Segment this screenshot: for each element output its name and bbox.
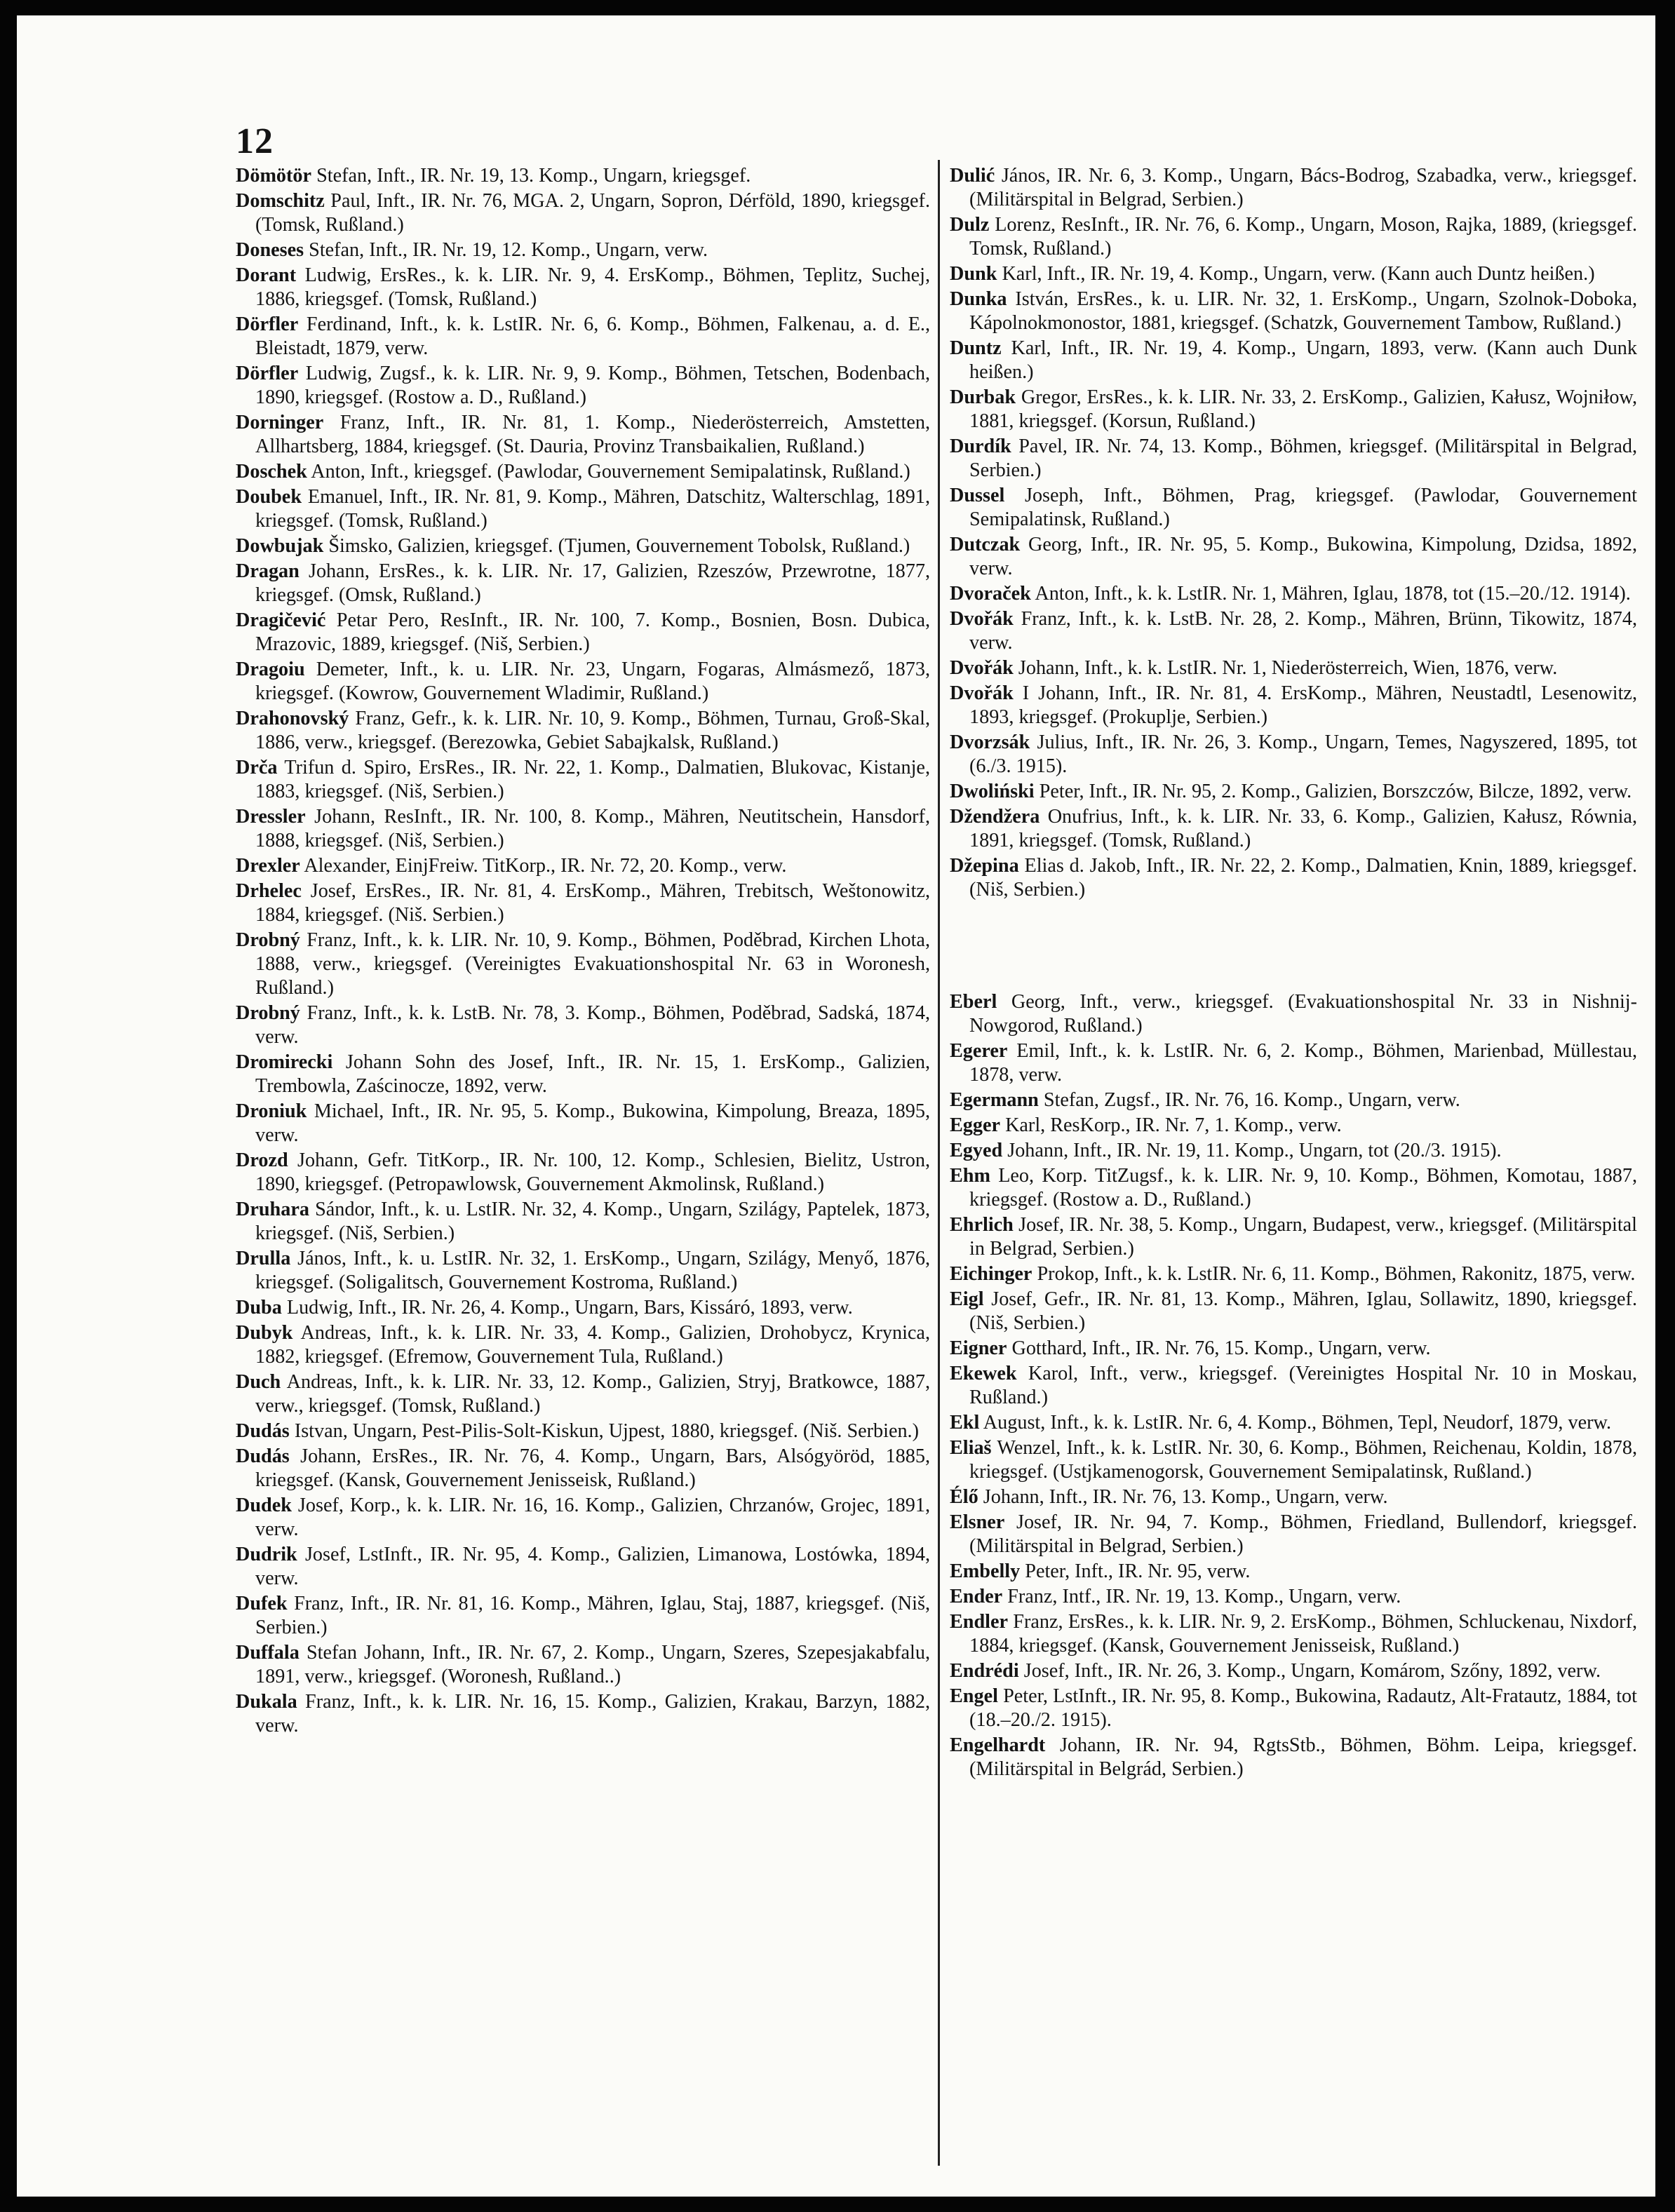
list-entry bbox=[950, 682, 1637, 729]
list-entry bbox=[950, 1288, 1637, 1335]
entry-details: Georg, Inft., verw., kriegsgef. (Evakuationshospital Nr. 33 in Nishnij-Nowgorod, Rußland.) bbox=[969, 991, 1637, 1037]
right-column bbox=[950, 164, 1637, 1783]
list-entry bbox=[950, 386, 1637, 433]
list-entry bbox=[950, 1213, 1637, 1261]
entry-details: Demeter, Inft., k. u. LIR. Nr. 23, Ungarn, Fogaras, Almásmező, 1873, kriegsgef. (Kowrow, Gouvernement Wladimir, Rußland.) bbox=[255, 659, 930, 704]
entry-surname: Dudás bbox=[236, 1420, 290, 1442]
list-entry bbox=[236, 1247, 930, 1295]
list-entry bbox=[950, 1164, 1637, 1212]
entry-surname: Doschek bbox=[236, 461, 307, 483]
entry-details: Šimsko, Galizien, kriegsgef. (Tjumen, Gouvernement Tobolsk, Rußland.) bbox=[323, 535, 910, 557]
entry-details: Peter, Inft., IR. Nr. 95, 2. Komp., Galizien, Borszczów, Bilcze, 1892, verw. bbox=[1034, 781, 1632, 802]
entry-surname: Drhelec bbox=[236, 880, 302, 902]
list-entry bbox=[236, 1592, 930, 1640]
entry-surname: Egger bbox=[950, 1114, 1001, 1136]
list-entry bbox=[236, 658, 930, 706]
entry-surname: Dragoiu bbox=[236, 659, 305, 680]
list-entry bbox=[236, 1641, 930, 1689]
entry-details: János, IR. Nr. 6, 3. Komp., Ungarn, Bács-Bodrog, Szabadka, verw., kriegsgef. (Militärspital in Belgrad, Serbien.) bbox=[969, 165, 1637, 210]
entry-details: Ludwig, ErsRes., k. k. LIR. Nr. 9, 4. ErsKomp., Böhmen, Teplitz, Suchej, 1886, kriegsgef. (Tomsk, Rußland.) bbox=[255, 264, 930, 310]
list-entry bbox=[950, 213, 1637, 261]
entry-surname: Druhara bbox=[236, 1199, 309, 1220]
entry-surname: Drobný bbox=[236, 1002, 300, 1024]
list-entry bbox=[950, 1039, 1637, 1087]
left-column bbox=[236, 164, 930, 1739]
entry-surname: Dressler bbox=[236, 806, 306, 828]
column-divider bbox=[938, 160, 940, 2166]
entry-surname: Dömötör bbox=[236, 165, 312, 187]
entry-surname: Elsner bbox=[950, 1511, 1005, 1533]
entry-surname: Endler bbox=[950, 1611, 1009, 1633]
entry-details: I Johann, Inft., IR. Nr. 81, 4. ErsKomp., Mähren, Neustadtl, Lesenowitz, 1893, kriegsgef. (Prokuplje, Serbien.) bbox=[969, 682, 1637, 728]
entry-surname: Dussel bbox=[950, 485, 1005, 506]
entry-details: Josef, ErsRes., IR. Nr. 81, 4. ErsKomp., Mähren, Trebitsch, Weštonowitz, 1884, kriegsgef. (Niš. Serbien.) bbox=[255, 880, 930, 926]
entry-surname: Ekl bbox=[950, 1412, 980, 1434]
entry-surname: Dwoliński bbox=[950, 781, 1035, 802]
entry-details: Prokop, Inft., k. k. LstIR. Nr. 6, 11. Komp., Böhmen, Rakonitz, 1875, verw. bbox=[1032, 1263, 1636, 1285]
list-entry bbox=[236, 1494, 930, 1542]
entry-surname: Drexler bbox=[236, 855, 300, 877]
list-entry bbox=[950, 337, 1637, 384]
entry-surname: Eichinger bbox=[950, 1263, 1032, 1285]
entry-details: Elias d. Jakob, Inft., IR. Nr. 22, 2. Komp., Dalmatien, Knin, 1889, kriegsgef. (Niš, Serbien.) bbox=[969, 855, 1637, 901]
list-entry bbox=[236, 534, 930, 558]
list-entry bbox=[950, 1337, 1637, 1361]
list-entry bbox=[236, 460, 930, 484]
entry-surname: Embelly bbox=[950, 1560, 1021, 1582]
entry-details: Johann, ErsRes., IR. Nr. 76, 4. Komp., Ungarn, Bars, Alsógyöröd, 1885, kriegsgef. (Kansk, Gouvernement Jenisseisk, Rußland.) bbox=[255, 1445, 930, 1491]
list-entry bbox=[236, 1690, 930, 1738]
entry-details: Franz, Inft., IR. Nr. 81, 16. Komp., Mähren, Iglau, Staj, 1887, kriegsgef. (Niš, Serbien.) bbox=[255, 1593, 930, 1638]
entry-details: Andreas, Inft., k. k. LIR. Nr. 33, 4. Komp., Galizien, Drohobycz, Krynica, 1882, kriegsgef. (Efremow, Gouvernement Tula, Rußland.) bbox=[255, 1322, 930, 1368]
entry-details: Anton, Inft., k. k. LstIR. Nr. 1, Mähren, Iglau, 1878, tot (15.–20./12. 1914). bbox=[1030, 583, 1631, 605]
list-entry bbox=[950, 1659, 1637, 1683]
entry-details: István, ErsRes., k. u. LIR. Nr. 32, 1. ErsKomp., Ungarn, Szolnok-Doboka, Kápolnokmonostor, 1881, kriegsgef. (Schatzk, Gouvernement Tambow, Rußland.) bbox=[969, 288, 1637, 334]
entry-surname: Egerer bbox=[950, 1040, 1008, 1062]
entry-surname: Dorant bbox=[236, 264, 297, 286]
list-entry bbox=[236, 560, 930, 607]
entry-details: Stefan, Inft., IR. Nr. 19, 12. Komp., Ungarn, verw. bbox=[304, 239, 708, 261]
list-entry bbox=[950, 607, 1637, 655]
entry-details: Gotthard, Inft., IR. Nr. 76, 15. Komp., Ungarn, verw. bbox=[1007, 1337, 1431, 1359]
entry-surname: Dulz bbox=[950, 214, 990, 236]
entry-details: Petar Pero, ResInft., IR. Nr. 100, 7. Komp., Bosnien, Bosn. Dubica, Mrazovic, 1889, kriegsgef. (Niš, Serbien.) bbox=[255, 609, 930, 655]
entry-surname: Dufek bbox=[236, 1593, 288, 1614]
entry-details: Johann Sohn des Josef, Inft., IR. Nr. 15, 1. ErsKomp., Galizien, Trembowla, Zaścinocze, 1892, verw. bbox=[255, 1051, 930, 1097]
list-entry bbox=[950, 656, 1637, 680]
entry-surname: Drulla bbox=[236, 1248, 291, 1269]
entry-surname: Dunka bbox=[950, 288, 1007, 310]
list-entry bbox=[236, 1296, 930, 1320]
entry-surname: Durdík bbox=[950, 436, 1011, 457]
entry-surname: Engelhardt bbox=[950, 1734, 1046, 1756]
entry-details: Johann, Gefr. TitKorp., IR. Nr. 100, 12. Komp., Schlesien, Bielitz, Ustron, 1890, kriegsgef. (Petropawlowsk, Gouvernement Akmolinsk, Rußland.) bbox=[255, 1149, 930, 1195]
list-entry bbox=[236, 313, 930, 360]
list-entry bbox=[236, 1198, 930, 1246]
entry-details: Onufrius, Inft., k. k. LIR. Nr. 33, 6. Komp., Galizien, Kałusz, Równia, 1891, kriegsgef. (Tomsk, Rußland.) bbox=[969, 806, 1637, 851]
entry-surname: Eliaš bbox=[950, 1437, 992, 1459]
entry-details: Joseph, Inft., Böhmen, Prag, kriegsgef. (Pawlodar, Gouvernement Semipalatinsk, Rußland.) bbox=[969, 485, 1637, 530]
entry-details: Paul, Inft., IR. Nr. 76, MGA. 2, Ungarn, Sopron, Dérföld, 1890, kriegsgef. (Tomsk, Rußland.) bbox=[255, 190, 930, 236]
list-entry bbox=[236, 164, 930, 188]
entry-details: Ludwig, Zugsf., k. k. LIR. Nr. 9, 9. Komp., Böhmen, Tetschen, Bodenbach, 1890, kriegsgef. (Rostow a. D., Rußland.) bbox=[255, 363, 930, 408]
entry-surname: Drahonovský bbox=[236, 708, 349, 729]
entry-surname: Eigl bbox=[950, 1288, 984, 1310]
entry-details: Emanuel, Inft., IR. Nr. 81, 9. Komp., Mähren, Datschitz, Walterschlag, 1891, kriegsgef. (Tomsk, Rußland.) bbox=[255, 486, 930, 532]
entry-surname: Dörfler bbox=[236, 363, 299, 384]
entry-surname: Dudrik bbox=[236, 1544, 297, 1565]
entry-surname: Drča bbox=[236, 757, 278, 778]
list-entry bbox=[950, 582, 1637, 606]
entry-details: Alexander, EinjFreiw. TitKorp., IR. Nr. 72, 20. Komp., verw. bbox=[300, 855, 787, 877]
entry-surname: Drobný bbox=[236, 929, 300, 951]
entry-surname: Dukala bbox=[236, 1691, 297, 1713]
list-entry bbox=[236, 1321, 930, 1369]
list-entry bbox=[236, 238, 930, 262]
entry-details: Emil, Inft., k. k. LstIR. Nr. 6, 2. Komp., Böhmen, Marienbad, Müllestau, 1878, verw. bbox=[969, 1040, 1637, 1086]
list-entry bbox=[950, 990, 1637, 1038]
entry-details: Josef, Korp., k. k. LIR. Nr. 16, 16. Komp., Galizien, Chrzanów, Grojec, 1891, verw. bbox=[255, 1495, 930, 1540]
entry-details: Sándor, Inft., k. u. LstIR. Nr. 32, 4. Komp., Ungarn, Szilágy, Paptelek, 1873, kriegsgef. (Niš, Serbien.) bbox=[255, 1199, 930, 1244]
entry-surname: Dvořák bbox=[950, 657, 1014, 679]
entry-surname: Dragan bbox=[236, 560, 300, 582]
entry-details: Georg, Inft., IR. Nr. 95, 5. Komp., Bukowina, Kimpolung, Dzidsa, 1892, verw. bbox=[969, 534, 1637, 579]
list-entry bbox=[236, 1370, 930, 1418]
list-entry bbox=[950, 484, 1637, 532]
entry-surname: Dowbujak bbox=[236, 535, 324, 557]
entry-details: Karl, ResKorp., IR. Nr. 7, 1. Komp., verw. bbox=[1000, 1114, 1342, 1136]
entry-surname: Durbak bbox=[950, 386, 1016, 408]
list-entry bbox=[950, 1511, 1637, 1558]
entry-details: Istvan, Ungarn, Pest-Pilis-Solt-Kiskun, Ujpest, 1880, kriegsgef. (Niš. Serbien.) bbox=[289, 1420, 919, 1442]
list-entry bbox=[236, 879, 930, 927]
entry-surname: Egermann bbox=[950, 1089, 1039, 1111]
list-entry bbox=[950, 288, 1637, 335]
entry-details: Franz, Inft., k. k. LIR. Nr. 16, 15. Komp., Galizien, Krakau, Barzyn, 1882, verw. bbox=[255, 1691, 930, 1736]
entry-details: Wenzel, Inft., k. k. LstIR. Nr. 30, 6. Komp., Böhmen, Reichenau, Koldin, 1878, kriegsgef. (Ustjkamenogorsk, Gouvernement Semipalatinsk, Rußland.) bbox=[969, 1437, 1637, 1483]
list-entry bbox=[236, 1100, 930, 1147]
entry-details: Josef, IR. Nr. 94, 7. Komp., Böhmen, Friedland, Bullendorf, kriegsgef. (Militärspital in Belgrad, Serbien.) bbox=[969, 1511, 1637, 1557]
entry-surname: Ehm bbox=[950, 1165, 990, 1187]
entry-surname: Dörfler bbox=[236, 313, 299, 335]
list-entry bbox=[950, 1362, 1637, 1410]
list-entry bbox=[950, 1088, 1637, 1112]
entry-surname: Džendžera bbox=[950, 806, 1040, 828]
entry-surname: Dragičević bbox=[236, 609, 326, 631]
entry-surname: Dvorzsák bbox=[950, 731, 1030, 753]
entry-surname: Dubyk bbox=[236, 1322, 293, 1344]
list-entry bbox=[236, 1419, 930, 1443]
list-entry bbox=[950, 731, 1637, 778]
list-entry bbox=[950, 805, 1637, 853]
entry-details: Stefan, Zugsf., IR. Nr. 76, 16. Komp., Ungarn, verw. bbox=[1038, 1089, 1460, 1111]
list-entry bbox=[236, 485, 930, 533]
list-entry bbox=[950, 262, 1637, 286]
entry-details: Johann, Inft., k. k. LstIR. Nr. 1, Niederösterreich, Wien, 1876, verw. bbox=[1013, 657, 1558, 679]
entry-details: Johann, ErsRes., k. k. LIR. Nr. 17, Galizien, Rzeszów, Przewrotne, 1877, kriegsgef. (Omsk, Rußland.) bbox=[255, 560, 930, 606]
list-entry bbox=[950, 164, 1637, 212]
list-entry bbox=[950, 1610, 1637, 1658]
list-entry bbox=[236, 707, 930, 755]
entry-surname: Ehrlich bbox=[950, 1214, 1014, 1236]
entry-surname: Élő bbox=[950, 1486, 978, 1508]
entry-surname: Ender bbox=[950, 1586, 1003, 1607]
entry-surname: Duba bbox=[236, 1297, 282, 1319]
entry-details: Ludwig, Inft., IR. Nr. 26, 4. Komp., Ungarn, Bars, Kissáró, 1893, verw. bbox=[281, 1297, 853, 1319]
list-entry bbox=[950, 1485, 1637, 1509]
list-entry bbox=[950, 1560, 1637, 1584]
entry-surname: Dunk bbox=[950, 263, 997, 285]
entry-surname: Eberl bbox=[950, 991, 997, 1013]
list-entry bbox=[950, 1139, 1637, 1163]
entry-details: Franz, Inft., k. k. LstB. Nr. 78, 3. Komp., Böhmen, Poděbrad, Sadská, 1874, verw. bbox=[255, 1002, 930, 1048]
entry-details: Josef, LstInft., IR. Nr. 95, 4. Komp., Galizien, Limanowa, Lostówka, 1894, verw. bbox=[255, 1544, 930, 1589]
entry-details: August, Inft., k. k. LstIR. Nr. 6, 4. Komp., Böhmen, Tepl, Neudorf, 1879, verw. bbox=[979, 1412, 1612, 1434]
list-entry bbox=[236, 189, 930, 237]
entry-surname: Droniuk bbox=[236, 1100, 307, 1122]
list-entry bbox=[236, 1445, 930, 1492]
list-entry bbox=[950, 854, 1637, 902]
entry-details: Ferdinand, Inft., k. k. LstIR. Nr. 6, 6. Komp., Böhmen, Falkenau, a. d. E., Bleistadt, 1879, verw. bbox=[255, 313, 930, 359]
list-entry bbox=[236, 609, 930, 656]
list-entry bbox=[950, 1734, 1637, 1781]
entry-surname: Dvoraček bbox=[950, 583, 1031, 605]
list-entry bbox=[950, 1436, 1637, 1484]
entry-surname: Engel bbox=[950, 1685, 998, 1707]
entry-details: Peter, LstInft., IR. Nr. 95, 8. Komp., Bukowina, Radautz, Alt-Fratautz, 1884, tot (18.–20./2. 1915). bbox=[969, 1685, 1637, 1731]
entry-details: Karl, Inft., IR. Nr. 19, 4. Komp., Ungarn, verw. (Kann auch Duntz heißen.) bbox=[997, 263, 1595, 285]
entry-surname: Ekewek bbox=[950, 1363, 1017, 1384]
entry-surname: Duch bbox=[236, 1371, 281, 1393]
entry-surname: Doneses bbox=[236, 239, 304, 261]
entry-details: Franz, Inft., IR. Nr. 81, 1. Komp., Niederösterreich, Amstetten, Allhartsberg, 1884, kriegsgef. (St. Dauria, Provinz Transbaikalien, Rußland.) bbox=[255, 412, 930, 457]
entry-details: Leo, Korp. TitZugsf., k. k. LIR. Nr. 9, 10. Komp., Böhmen, Komotau, 1887, kriegsgef. (Rostow a. D., Rußland.) bbox=[969, 1165, 1637, 1210]
list-entry bbox=[950, 1585, 1637, 1609]
entry-details: Johann, ResInft., IR. Nr. 100, 8. Komp., Mähren, Neutitschein, Hansdorf, 1888, kriegsgef. (Niš, Serbien.) bbox=[255, 806, 930, 851]
entry-details: Andreas, Inft., k. k. LIR. Nr. 33, 12. Komp., Galizien, Stryj, Bratkowce, 1887, verw., kriegsgef. (Tomsk, Rußland.) bbox=[255, 1371, 930, 1417]
entry-details: Josef, Inft., IR. Nr. 26, 3. Komp., Ungarn, Komárom, Szőny, 1892, verw. bbox=[1018, 1660, 1601, 1682]
entry-surname: Dulić bbox=[950, 165, 995, 187]
entry-surname: Duffala bbox=[236, 1642, 300, 1664]
list-entry bbox=[236, 1002, 930, 1049]
list-entry bbox=[950, 1685, 1637, 1732]
list-entry bbox=[236, 805, 930, 853]
entry-details: Franz, Inft., k. k. LIR. Nr. 10, 9. Komp., Böhmen, Poděbrad, Kirchen Lhota, 1888, verw., kriegsgef. (Vereinigtes Evakuationshospital Nr. 63 in Woronesh, Rußland.) bbox=[255, 929, 930, 999]
page-number: 12 bbox=[236, 121, 274, 161]
entry-details: Karol, Inft., verw., kriegsgef. (Vereinigtes Hospital Nr. 10 in Moskau, Rußland.) bbox=[969, 1363, 1637, 1408]
entry-details: Johann, IR. Nr. 94, RgtsStb., Böhmen, Böhm. Leipa, kriegsgef. (Militärspital in Belgrád, Serbien.) bbox=[969, 1734, 1637, 1780]
entry-surname: Dorninger bbox=[236, 412, 324, 433]
entry-details: Lorenz, ResInft., IR. Nr. 76, 6. Komp., Ungarn, Moson, Rajka, 1889, (kriegsgef. Tomsk, Rußland.) bbox=[969, 214, 1637, 259]
entry-surname: Domschitz bbox=[236, 190, 325, 212]
right-column-d-entries bbox=[950, 164, 1637, 902]
entry-details: Pavel, IR. Nr. 74, 13. Komp., Böhmen, kriegsgef. (Militärspital in Belgrad, Serbien.) bbox=[969, 436, 1637, 481]
list-entry bbox=[950, 1262, 1637, 1286]
entry-surname: Egyed bbox=[950, 1140, 1003, 1161]
entry-details: Johann, Inft., IR. Nr. 19, 11. Komp., Ungarn, tot (20./3. 1915). bbox=[1002, 1140, 1502, 1161]
list-entry bbox=[236, 854, 930, 878]
document-page bbox=[17, 15, 1655, 2197]
list-entry bbox=[236, 756, 930, 804]
list-entry bbox=[950, 780, 1637, 804]
entry-details: Franz, Intf., IR. Nr. 19, 13. Komp., Ungarn, verw. bbox=[1002, 1586, 1401, 1607]
entry-surname: Dudek bbox=[236, 1495, 292, 1516]
list-entry bbox=[236, 1543, 930, 1591]
entry-details: Anton, Inft., kriegsgef. (Pawlodar, Gouvernement Semipalatinsk, Rußland.) bbox=[307, 461, 910, 483]
entry-surname: Drozd bbox=[236, 1149, 288, 1171]
entry-details: Franz, Inft., k. k. LstB. Nr. 28, 2. Komp., Mähren, Brünn, Tikowitz, 1874, verw. bbox=[969, 608, 1637, 654]
right-column-e-entries bbox=[950, 990, 1637, 1781]
entry-details: Trifun d. Spiro, ErsRes., IR. Nr. 22, 1. Komp., Dalmatien, Blukovac, Kistanje, 1883, kriegsgef. (Niš, Serbien.) bbox=[255, 757, 930, 802]
list-entry bbox=[950, 1411, 1637, 1435]
entry-details: Stefan, Inft., IR. Nr. 19, 13. Komp., Ungarn, kriegsgef. bbox=[311, 165, 751, 187]
list-entry bbox=[950, 533, 1637, 581]
list-entry bbox=[950, 1114, 1637, 1138]
entry-surname: Dvořák bbox=[950, 682, 1014, 704]
list-entry bbox=[236, 411, 930, 459]
section-gap bbox=[950, 903, 1637, 990]
list-entry bbox=[236, 1149, 930, 1196]
entry-details: Julius, Inft., IR. Nr. 26, 3. Komp., Ungarn, Temes, Nagyszered, 1895, tot (6./3. 1915). bbox=[969, 731, 1637, 777]
entry-details: Franz, Gefr., k. k. LIR. Nr. 10, 9. Komp., Böhmen, Turnau, Groß-Skal, 1886, verw., kriegsgef. (Berezowka, Gebiet Sabajkalsk, Rußland.) bbox=[255, 708, 930, 753]
entry-surname: Endrédi bbox=[950, 1660, 1019, 1682]
entry-surname: Dutczak bbox=[950, 534, 1021, 555]
entry-details: Stefan Johann, Inft., IR. Nr. 67, 2. Komp., Ungarn, Szeres, Szepesjakabfalu, 1891, verw., kriegsgef. (Woronesh, Rußland..) bbox=[255, 1642, 930, 1687]
entry-details: Michael, Inft., IR. Nr. 95, 5. Komp., Bukowina, Kimpolung, Breaza, 1895, verw. bbox=[255, 1100, 930, 1146]
entry-surname: Eigner bbox=[950, 1337, 1007, 1359]
entry-details: Johann, Inft., IR. Nr. 76, 13. Komp., Ungarn, verw. bbox=[978, 1486, 1388, 1508]
entry-details: Josef, IR. Nr. 38, 5. Komp., Ungarn, Budapest, verw., kriegsgef. (Militärspital in Belgrad, Serbien.) bbox=[969, 1214, 1637, 1260]
entry-surname: Dudás bbox=[236, 1445, 290, 1467]
entry-details: Josef, Gefr., IR. Nr. 81, 13. Komp., Mähren, Iglau, Sollawitz, 1890, kriegsgef. (Niš, Serbien.) bbox=[969, 1288, 1637, 1334]
list-entry bbox=[236, 929, 930, 1000]
entry-details: Gregor, ErsRes., k. k. LIR. Nr. 33, 2. ErsKomp., Galizien, Kałusz, Wojniłow, 1881, kriegsgef. (Korsun, Rußland.) bbox=[969, 386, 1637, 432]
entry-details: Karl, Inft., IR. Nr. 19, 4. Komp., Ungarn, 1893, verw. (Kann auch Dunk heißen.) bbox=[969, 337, 1637, 383]
entry-surname: Dromirecki bbox=[236, 1051, 333, 1073]
entry-details: János, Inft., k. u. LstIR. Nr. 32, 1. ErsKomp., Ungarn, Szilágy, Menyő, 1876, kriegsgef. (Soligalitsch, Gouvernement Kostroma, Rußland.) bbox=[255, 1248, 930, 1293]
entry-details: Franz, ErsRes., k. k. LIR. Nr. 9, 2. ErsKomp., Böhmen, Schluckenau, Nixdorf, 1884, kriegsgef. (Kansk, Gouvernement Jenisseisk, Rußland.) bbox=[969, 1611, 1637, 1657]
list-entry bbox=[236, 1051, 930, 1098]
entry-surname: Džepina bbox=[950, 855, 1019, 877]
entry-details: Peter, Inft., IR. Nr. 95, verw. bbox=[1020, 1560, 1251, 1582]
list-entry bbox=[236, 264, 930, 311]
list-entry bbox=[950, 435, 1637, 483]
entry-surname: Duntz bbox=[950, 337, 1002, 359]
list-entry bbox=[236, 362, 930, 410]
entry-surname: Doubek bbox=[236, 486, 302, 508]
entry-surname: Dvořák bbox=[950, 608, 1014, 630]
